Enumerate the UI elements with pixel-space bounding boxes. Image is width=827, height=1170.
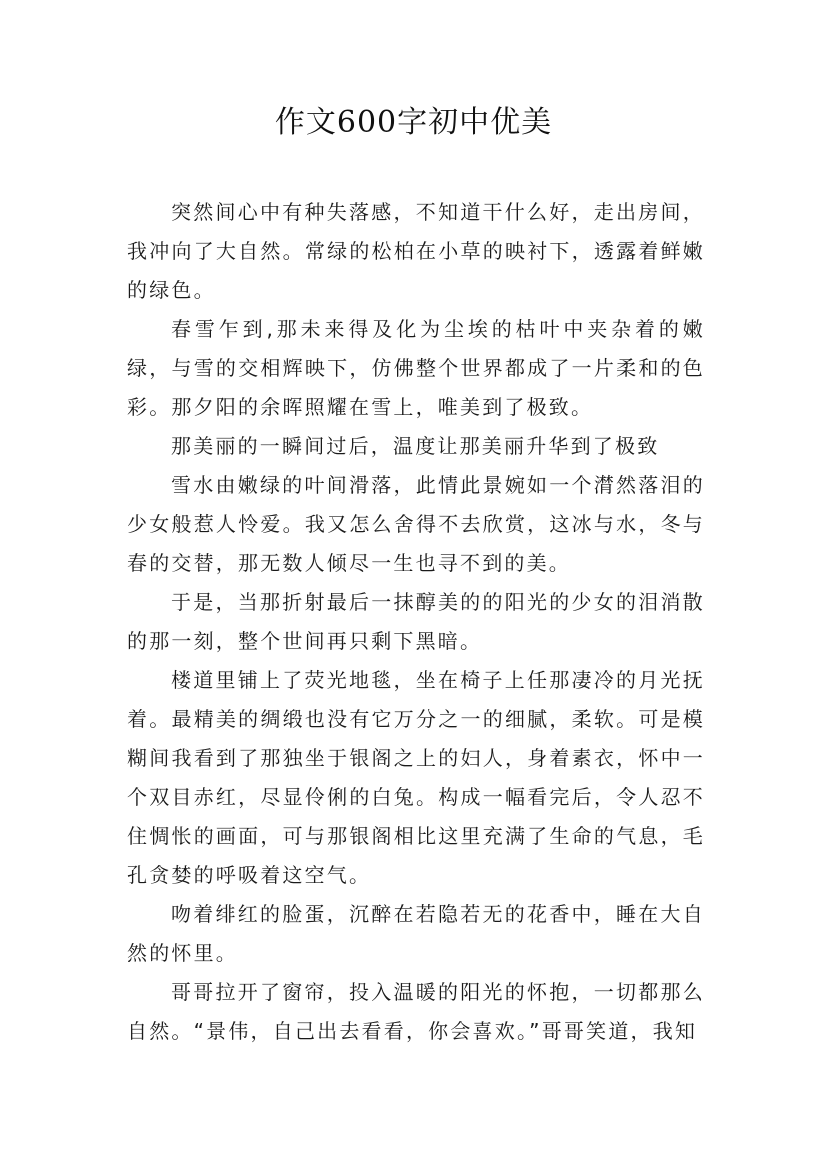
paragraph: 那美丽的一瞬间过后，温度让那美丽升华到了极致: [171, 434, 660, 458]
paragraph: 春雪乍到,那未来得及化为尘埃的枯叶中夹杂着的嫩绿，与雪的交相辉映下，仿佛整个世界都成了一片柔和的色彩。那夕阳的余晖照耀在雪上，唯美到了极致。: [127, 317, 705, 419]
page-title: 作文600字初中优美: [274, 105, 553, 140]
paragraph: 哥哥拉开了窗帘，投入温暖的阳光的怀抱，一切都那么自然。“景伟，自己出去看看，你会喜欢。”哥哥笑道，我知: [127, 980, 705, 1043]
paragraph: 吻着绯红的脸蛋，沉醉在若隐若无的花香中，睡在大自然的怀里。: [127, 902, 705, 965]
paragraph: 雪水由嫩绿的叶间滑落，此情此景婉如一个潸然落泪的少女般惹人怜爱。我又怎么舍得不去欣赏，这冰与水，冬与春的交替，那无数人倾尽一生也寻不到的美。: [127, 473, 705, 575]
paragraph: 楼道里铺上了荧光地毯，坐在椅子上任那凄冷的月光抚着。最精美的绸缎也没有它万分之一的细腻，柔软。可是模糊间我看到了那独坐于银阁之上的妇人，身着素衣，怀中一个双目赤红，尽显伶俐的白兔。构成一幅看完后，令人忍不住惆怅的画面，可与那银阁相比这里充满了生命的气息，毛孔贪婪的呼吸着这空气。: [127, 668, 705, 887]
paragraph: 于是，当那折射最后一抹醇美的的阳光的少女的泪消散的那一刻，整个世间再只剩下黑暗。: [127, 590, 705, 653]
paragraph: 突然间心中有种失落感，不知道干什么好，走出房间，我冲向了大自然。常绿的松柏在小草的映衬下，透露着鲜嫩的绿色。: [127, 200, 705, 302]
essay-body: [127, 193, 705, 1051]
